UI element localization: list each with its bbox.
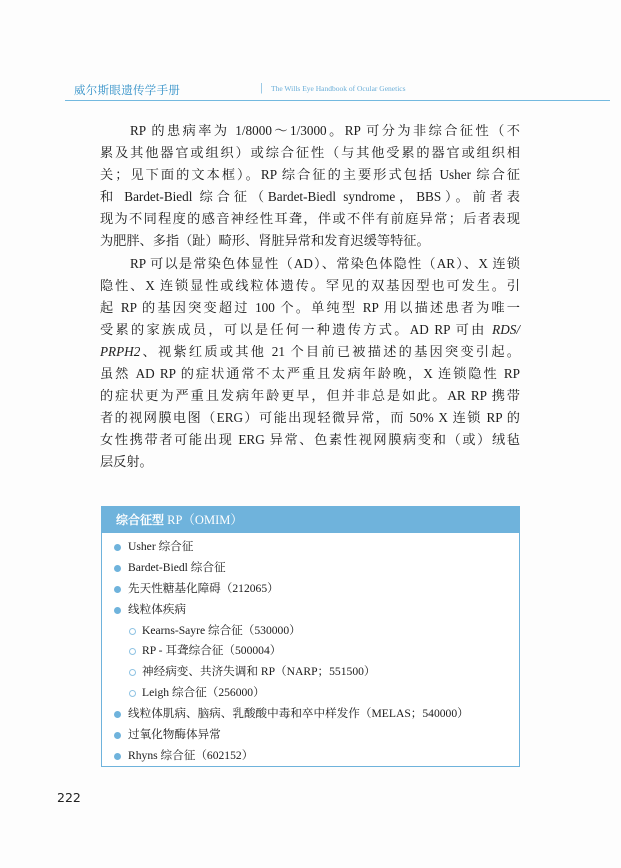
book-subtitle: The Wills Eye Handbook of Ocular Genetics (271, 84, 406, 93)
paragraph-2-line: 女性携带者可能出现 ERG 异常、色素性视网膜病变和（或）绒毡 (100, 432, 520, 448)
hollow-bullet-icon (129, 690, 136, 697)
sub-list-item (102, 621, 519, 642)
list-item-text: 线粒体肌病、脑病、乳酸酸中毒和卒中样发作（MELAS；540000） (128, 707, 469, 721)
paragraph-1-line: 关；见下面的文本框）。RP 综合征的主要形式包括 Usher 综合征 (100, 167, 520, 183)
bullet-icon (114, 607, 121, 614)
header-separator: | (260, 82, 263, 94)
paragraph-2-line: 层反射。 (100, 454, 153, 470)
list-item-text: Kearns-Sayre 综合征（530000） (142, 623, 301, 637)
list-item-text: 过氧化物酶体异常 (128, 728, 221, 742)
list-item-text: Rhyns 综合征（602152） (128, 748, 254, 762)
list-item-text: Usher 综合征 (128, 540, 194, 553)
paragraph-1-line: 现为不同程度的感音神经性耳聋，伴或不伴有前庭异常；后者表现 (100, 211, 520, 227)
paragraph-2-line (100, 319, 520, 341)
paragraph-1-line: 累及其他器官或组织）或综合征性（与其他受累的器官或组织相 (100, 145, 520, 161)
list-item (102, 600, 519, 621)
bullet-icon (114, 732, 121, 739)
syndrome-list (102, 537, 519, 767)
sub-list-item (102, 641, 519, 662)
list-item-text: RP - 耳聋综合征（500004） (142, 644, 282, 658)
syndromic-rp-textbox (101, 506, 520, 767)
paragraph-2-line: 起 RP 的基因突变超过 100 个。单纯型 RP 用以描述患者为唯一 (100, 299, 520, 315)
gene-name-rds: RDS/ (492, 321, 521, 337)
gene-name-prph2: PRPH2 (100, 343, 141, 359)
paragraph-1-line: RP 的患病率为 1/8000～1/3000。RP 可分为非综合征性（不 (130, 123, 520, 138)
list-item (102, 725, 519, 746)
running-header (65, 82, 610, 101)
paragraph-2-line: 者的视网膜电图（ERG）可能出现轻微异常，而 50% X 连锁 RP 的 (100, 410, 520, 426)
bullet-icon (114, 586, 121, 593)
textbox-title-rest: RP（OMIM） (164, 513, 243, 527)
hollow-bullet-icon (129, 648, 136, 655)
line-text: 、视紫红质或其他 21 个目前已被描述的基因突变引起。 (140, 343, 520, 359)
paragraph-2-line: 虽然 AD RP 的症状通常不太严重且发病年龄晚，X 连锁隐性 RP (100, 366, 520, 382)
bullet-icon (114, 544, 121, 551)
sub-list-item (102, 683, 519, 704)
paragraph-1-line: 和 Bardet-Biedl 综合征（Bardet-Biedl syndrome，BBS）。前者表 (100, 189, 520, 205)
sub-list-item (102, 662, 519, 683)
hollow-bullet-icon (129, 669, 136, 676)
textbox-title (102, 507, 519, 533)
paragraph-2-line: RP 可以是常染色体显性（AD）、常染色体隐性（AR）、X 连锁 (130, 255, 520, 271)
book-title: 威尔斯眼遗传学手册 (74, 83, 181, 97)
list-item-text: 神经病变、共济失调和 RP（NARP；551500） (142, 665, 376, 679)
bullet-icon (114, 565, 121, 572)
page-number: 222 (57, 790, 81, 805)
paragraph-1-line: 为肥胖、多指（趾）畸形、肾脏异常和发育迟缓等特征。 (100, 233, 430, 249)
list-item (102, 746, 519, 767)
bullet-icon (114, 753, 121, 760)
hollow-bullet-icon (129, 628, 136, 635)
list-item-text: 先天性糖基化障碍（212065） (128, 581, 279, 595)
bullet-icon (114, 711, 121, 718)
textbox-title-bold: 综合征型 (116, 513, 165, 527)
paragraph-2-line: 隐性、X 连锁显性或线粒体遗传。罕见的双基因型也可发生。引 (100, 277, 520, 293)
list-item (102, 579, 519, 600)
list-item-text: 线粒体疾病 (128, 602, 186, 616)
list-item-text: Leigh 综合征（256000） (142, 686, 265, 700)
main-text (100, 120, 520, 474)
line-text: 受累的家族成员，可以是任何一种遗传方式。AD RP 可由 (100, 321, 487, 337)
list-item (102, 537, 519, 558)
paragraph-2-line: 的症状更为严重且发病年龄更早，但并非总是如此。AR RP 携带 (100, 388, 520, 404)
list-item-text: Bardet-Biedl 综合征 (128, 560, 226, 574)
paragraph-2-line (100, 341, 520, 363)
list-item (102, 704, 519, 725)
list-item (102, 558, 519, 579)
